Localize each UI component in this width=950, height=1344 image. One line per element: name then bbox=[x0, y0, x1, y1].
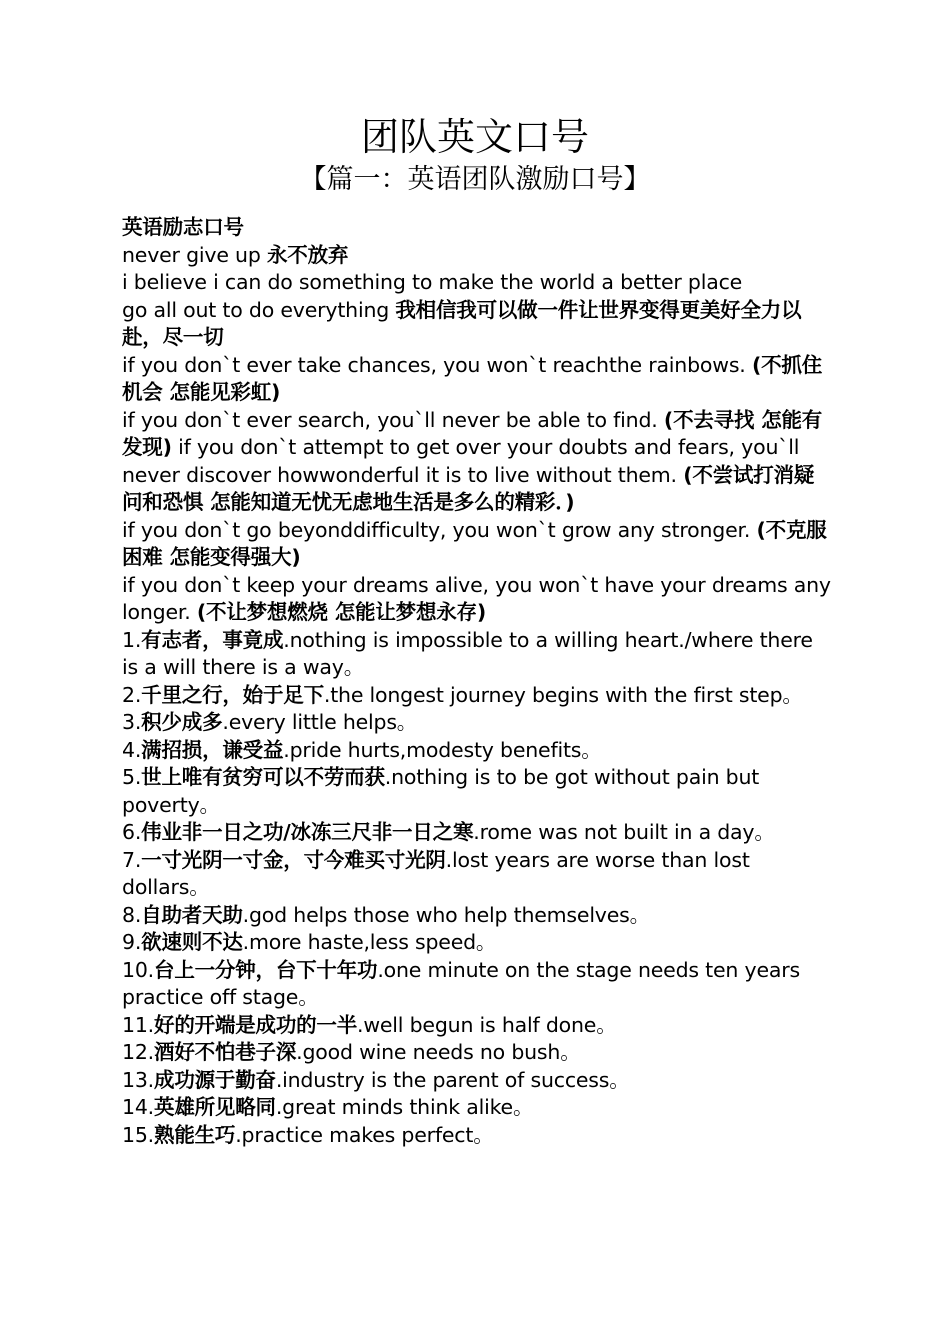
paragraph: never give up 永不放弃 bbox=[122, 242, 349, 267]
paragraph: i believe i can do something to make the world a better place bbox=[122, 270, 743, 294]
proverb-item: 1.有志者，事竟成.nothing is impossible to a willing heart./where there is a will there is a way。 bbox=[122, 627, 813, 679]
section-heading: 英语励志口号 bbox=[122, 215, 244, 239]
proverb-item: 15.熟能生巧.practice makes perfect。 bbox=[122, 1122, 494, 1147]
document-subtitle: 【篇一：英语团队激励口号】 bbox=[299, 164, 651, 195]
paragraph: if you don`t ever take chances, you won`t reachthe rainbows. (不抓住机会 怎能见彩虹) bbox=[122, 352, 823, 404]
proverb-item: 4.满招损，谦受益.pride hurts,modesty benefits。 bbox=[122, 737, 602, 762]
document-title: 团队英文口号 bbox=[360, 115, 589, 159]
proverb-item: 8.自助者天助.god helps those who help themselves。 bbox=[122, 902, 650, 927]
proverb-item: 12.酒好不怕巷子深.good wine needs no bush。 bbox=[122, 1040, 581, 1064]
paragraph: if you don`t ever search, you`ll never be able to find. (不去寻找 怎能有发现) if you don`t attempt to get over your doubts and fears, you`ll never discover howwonderful it is to live without them. (不尝试打消疑问和恐惧 怎能知道无忧无虑地生活是多么的精彩．) bbox=[122, 407, 823, 514]
proverb-item: 9.欲速则不达.more haste,less speed。 bbox=[122, 930, 497, 954]
proverb-item: 2.千里之行，始于足下.the longest journey begins with the first step。 bbox=[122, 682, 803, 707]
proverb-item: 14.英雄所见略同.great minds think alike。 bbox=[122, 1095, 534, 1119]
proverb-item: 10.台上一分钟，台下十年功.one minute on the stage needs ten years practice off stage。 bbox=[122, 957, 800, 1009]
document-body bbox=[116, 214, 832, 1149]
proverb-item: 5.世上唯有贫穷可以不劳而获.nothing is to be got without pain but poverty。 bbox=[122, 765, 760, 817]
paragraph: if you don`t keep your dreams alive, you won`t have your dreams any longer. (不让梦想燃烧 怎能让梦想永存) bbox=[122, 572, 831, 624]
proverb-item: 11.好的开端是成功的一半.well begun is half done。 bbox=[122, 1012, 617, 1037]
paragraph: if you don`t go beyonddifficulty, you won`t grow any stronger. (不克服困难 怎能变得强大) bbox=[122, 517, 827, 569]
proverb-item: 7.一寸光阴一寸金，寸今难买寸光阴.lost years are worse than lost dollars。 bbox=[122, 847, 750, 899]
proverb-item: 6.伟业非一日之功/冰冻三尺非一日之寒.rome was not built in a day。 bbox=[122, 820, 775, 844]
proverb-item: 13.成功源于勤奋.industry is the parent of success。 bbox=[122, 1067, 630, 1092]
proverb-item: 3.积少成多.every little helps。 bbox=[122, 710, 418, 734]
paragraph: go all out to do everything 我相信我可以做一件让世界变得更美好全力以赴，尽一切 bbox=[122, 297, 802, 349]
